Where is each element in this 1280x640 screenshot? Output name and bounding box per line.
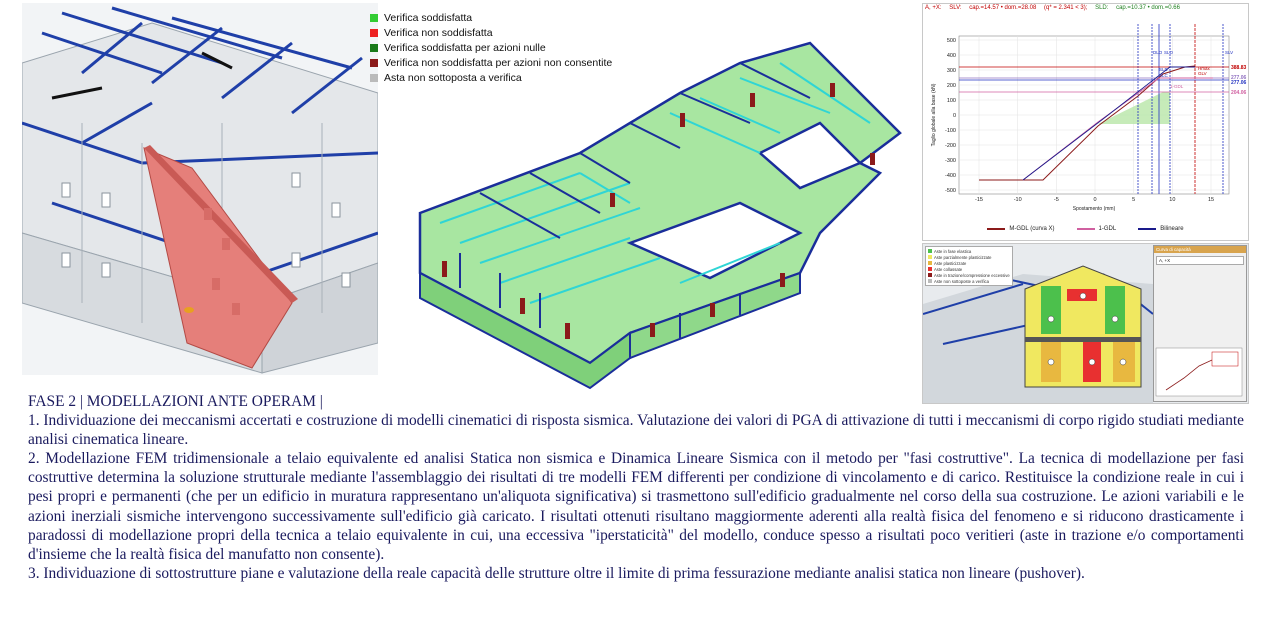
mini-legend-label: Aste plasticizzate	[934, 260, 967, 266]
mini-swatch	[928, 255, 932, 259]
chart-header-item: SLD:	[1095, 5, 1109, 11]
chart-header-item: SLV:	[949, 5, 962, 11]
y-tick-label: 100	[946, 98, 956, 104]
value-label: 277.06	[1231, 80, 1247, 86]
description-text	[28, 392, 1244, 583]
capacity-curve-window	[1153, 245, 1247, 402]
x-tick-label: -15	[975, 197, 983, 203]
legend-item	[370, 25, 612, 40]
pushover-wall-image	[922, 243, 1249, 404]
x-tick-label: -10	[1013, 197, 1022, 203]
capacity-curve-plot	[923, 4, 1248, 240]
legend-swatch-darkgreen	[370, 44, 378, 52]
legend-swatch-green	[370, 14, 378, 22]
x-tick-label: 15	[1207, 197, 1215, 203]
curve-legend-item	[1077, 226, 1117, 232]
y-tick-label: -100	[944, 128, 956, 134]
legend-label: Asta non sottoposta a verifica	[384, 71, 522, 84]
mini-swatch	[928, 273, 932, 277]
kinematic-model-drawing	[22, 3, 378, 375]
y-tick-label: 500	[946, 38, 956, 44]
annotation-label: GLV	[1198, 71, 1207, 76]
paragraph-1: 1. Individuazione dei meccanismi accertati e costruzione di modelli cinematici di risposta sismica. Valutazione dei valori di PGA di attivazione di tutti i meccanismi di corpo rigido studiati mediante analisi cinematica lineare.	[28, 412, 1244, 449]
y-tick-label: 400	[946, 53, 956, 59]
curve-legend-item	[1138, 226, 1183, 232]
legend-item	[370, 55, 612, 70]
legend-label: 1-GDL	[1098, 226, 1117, 232]
paragraph-3: 3. Individuazione di sottostrutture piane e valutazione della reale capacità delle strutture oltre il limite di prima fessurazione mediante analisi statica non lineare (pushover).	[28, 564, 1085, 582]
annotation-label: 1-GDL	[1170, 84, 1184, 89]
x-tick-label: 0	[1093, 197, 1097, 203]
y-tick-label: -500	[944, 188, 956, 194]
curve-legend-item	[987, 226, 1054, 232]
legend-line-mgdl	[987, 228, 1005, 230]
value-label: 277.06	[1231, 75, 1247, 81]
legend-line-bilinear	[1138, 228, 1156, 230]
annotation-label: SLV	[1225, 50, 1234, 55]
annotation-label: SLC	[1159, 73, 1168, 78]
mini-curve-plot	[1154, 268, 1246, 398]
chart-header-item: cap.=10.37 • dom.=0.66	[1116, 5, 1180, 11]
mini-swatch	[928, 279, 932, 283]
x-axis-label: Spostamento (mm)	[1072, 206, 1116, 212]
legend-item	[370, 40, 612, 55]
x-tick-label: 5	[1132, 197, 1136, 203]
legend-label: Verifica non soddisfatta per azioni non consentite	[384, 56, 613, 69]
y-tick-label: -300	[944, 158, 956, 164]
legend-label: M-GDL (curva X)	[1009, 226, 1055, 232]
annotation-label: SLD	[1159, 67, 1168, 72]
mini-legend-label: Aste collassate	[934, 266, 963, 272]
y-tick-label: 200	[946, 83, 956, 89]
y-tick-label: 0	[952, 113, 956, 119]
y-tick-label: 300	[946, 68, 956, 74]
annotation-label: DLO	[1153, 50, 1163, 55]
section-heading: FASE 2 | MODELLAZIONI ANTE OPERAM |	[28, 393, 323, 410]
chart-header-item: (q* = 2.341 < 3);	[1044, 5, 1088, 11]
curve-select[interactable]: A, +X	[1156, 256, 1244, 265]
mini-legend-label: Aste non sottoposte a verifica	[934, 278, 989, 284]
value-label: 388.83	[1231, 65, 1247, 71]
mini-swatch	[928, 267, 932, 271]
mini-legend-label: Aste parzialmente plasticizzate	[934, 254, 992, 260]
y-axis-label: Taglio globale alla base (kN)	[931, 83, 937, 147]
legend-item	[370, 70, 612, 85]
mini-legend-item	[928, 272, 1010, 278]
annotation-label: SLO	[1164, 50, 1174, 55]
curve-legend	[923, 226, 1248, 232]
chart-header-item: cap.=14.57 • dom.=28.08	[969, 5, 1037, 11]
mini-swatch	[928, 249, 932, 253]
y-tick-label: -200	[944, 143, 956, 149]
mini-legend-label: Aste in trazione/compressione eccessive	[934, 272, 1010, 278]
kinematic-model-image	[22, 3, 378, 375]
legend-label: Bilineare	[1160, 226, 1184, 232]
verification-legend	[370, 10, 612, 85]
mini-legend-item	[928, 278, 1010, 284]
chart-header-item: A, +X:	[925, 5, 942, 11]
capacity-curve-chart	[922, 3, 1249, 241]
x-tick-label: 10	[1169, 197, 1176, 203]
legend-swatch-grey	[370, 74, 378, 82]
legend-label: Verifica non soddisfatta	[384, 26, 493, 39]
y-tick-label: -400	[944, 173, 956, 179]
legend-swatch-red	[370, 29, 378, 37]
legend-label: Verifica soddisfatta per azioni nulle	[384, 41, 546, 54]
legend-item	[370, 10, 612, 25]
value-label: 204.06	[1231, 90, 1247, 96]
mini-legend-label: Aste in fase elastica	[934, 248, 972, 254]
paragraph-2: 2. Modellazione FEM tridimensionale a telaio equivalente ed analisi Statica non sismica e Dinamica Lineare Sismica con il metodo per "fasi costruttive". La tecnica di modellazione per fasi costruttive determina la soluzione strutturale mediante l'assemblaggio dei risultati di tre modelli FEM differenti per condizione di vincolamento e di carico. Restituisce la condizione reale in cui i pesi propri e permanenti (che per un edificio in muratura rappresentano un'aliquota significativa) si trasmettono sull'edificio gradualmente nel corso della sua costruzione. Le azioni variabili e le azioni inerziali sismiche intervengono successivamente sull'edificio già caricato. I risultati ottenuti risultano maggiormente aderenti alla realtà fisica del fenomeno e si riducono drasticamente i paradossi di modellazione propri della tecnica a telaio equivalente in cui, una eccessiva "iperstaticità" del modello, conduce spesso a risultati poco veritieri (aste in trazione e/o comportamenti d'insieme che la realtà fisica del manufatto non consente).	[28, 450, 1244, 563]
mini-legend	[925, 246, 1013, 286]
x-tick-label: -5	[1053, 197, 1059, 203]
legend-line-onegdl	[1077, 228, 1095, 230]
mini-swatch	[928, 261, 932, 265]
annotation-label: Hmax	[1198, 66, 1210, 71]
chart-header	[925, 5, 1186, 11]
legend-label: Verifica soddisfatta	[384, 11, 473, 24]
legend-swatch-darkred	[370, 59, 378, 67]
window-titlebar[interactable]: Curva di capacità	[1154, 246, 1246, 253]
